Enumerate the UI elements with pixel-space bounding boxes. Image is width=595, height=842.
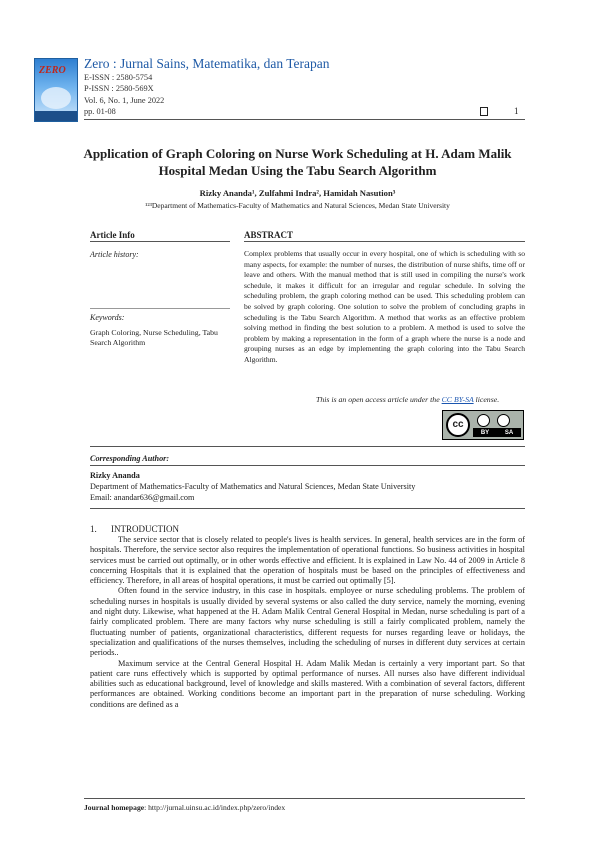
section-title: INTRODUCTION	[111, 524, 179, 534]
open-access-statement	[316, 395, 499, 404]
badge-by-label: BY	[480, 429, 490, 436]
corresponding-rule	[90, 465, 525, 466]
keywords-label: Keywords:	[90, 313, 125, 322]
attribution-icon	[477, 414, 490, 427]
corresponding-bottom-rule	[90, 508, 525, 509]
eissn: E-ISSN : 2580-5754	[84, 73, 153, 82]
cover-band	[35, 111, 77, 121]
abstract-text: Complex problems that usually occur in every hospital, one of which is scheduling with so many aspects, for example: the number of nurses, the distribution of nurse shifts, time off or leave and others. With the manual method that is still used in compiling the nurse's work schedule, it makes it difficult for an irregular and regular schedule. In solving the scheduling problem, the graph coloring method can be used. This scheduling problem can be solved by graph coloring. One solution to solve the problem of concluding graphs in scheduling is the Tabu Search Algorithm. A method that works as an effective problem solving method in finding the best solution to a problem. A method is used to solve the problem by making a representation in the form of a graph where the nurse is a node and grouping nurses as an edge by implementing the graph coloring into the Tabu Search Algorithm.	[244, 249, 525, 364]
info-rule-right	[244, 241, 525, 242]
cover-logo-text: ZERO	[39, 65, 66, 76]
badge-sa-label: SA	[504, 429, 514, 436]
article-title-line-2: Hospital Medan Using the Tabu Search Algorithm	[158, 163, 437, 178]
section-number: 1.	[90, 524, 97, 534]
share-alike-icon	[497, 414, 510, 427]
homepage-url[interactable]: : http://jurnal.uinsu.ac.id/index.php/zero/index	[144, 803, 286, 812]
history-divider	[90, 308, 230, 309]
introduction-body	[90, 535, 525, 710]
article-title	[60, 145, 535, 179]
paragraph: Often found in the service industry, in this case in hospitals. employee or nurse scheduling problems. The problem of scheduling nurses in hospitals is usually divided by several systems or also called the duty service, namely the morning, evening and night duty. Likewise, what happened at the H. Adam Malik Central General Hospital in Medan, nurse scheduling is part of a fairly complicated problem. There are many factors why nurse scheduling is still a fairly complicated problem, namely the fluctuating number of patients, organizational characteristics, different requests for nurses regarding leave or holidays, the specialization and qualifications of the nurses themselves, including the scheduling of nurses in different duty services at certain periods..	[90, 586, 525, 658]
paragraph: Maximum service at the Central General Hospital H. Adam Malik Medan is certainly a very important part. So that patient care runs effectively which is supported by optimal performance of nurses. All nurses also have different individual abilities such as educational background, level of knowledge and skills mastered. With a combination of several factors, different performances are obtained. Working conditions become an important part in the preparation of nurse scheduling. Working conditions are defined as a	[90, 658, 525, 709]
journal-cover-image	[34, 58, 78, 122]
corresponding-email: Email: anandar636@gmail.com	[90, 493, 195, 502]
section-heading	[90, 524, 179, 534]
paragraph: The service sector that is closely related to people's lives is health services. In general, health services are in the form of hospitals. Therefore, the service sector also requires the implementation of operational functions. So business activities in hospital services must be carried out optimally, or in other words effective and efficient. It is explained in Law No. 44 of 2009 in Article 8 concerning Hospitals that it is explained that the operation of hospitals must be based on the principles of effectiveness and efficiency. Therefore, in all areas of hospital operations, it must be carried out optimally [5].	[90, 535, 525, 586]
info-rule-left	[90, 241, 230, 242]
homepage-label: Journal homepage	[84, 803, 145, 812]
info-bottom-rule	[90, 446, 525, 447]
footer-rule	[84, 798, 525, 799]
volume-info: Vol. 6, No. 1, June 2022	[84, 96, 165, 105]
badge-strip	[473, 428, 521, 437]
journal-homepage	[84, 803, 285, 812]
corresponding-department: Department of Mathematics-Faculty of Mathematics and Natural Sciences, Medan State University	[90, 482, 416, 491]
journal-title: Zero : Jurnal Sains, Matematika, dan Terapan	[84, 56, 330, 71]
page-number: 1	[514, 106, 519, 116]
article-info-heading: Article Info	[90, 230, 135, 240]
affiliation: ¹²³Department of Mathematics-Faculty of Mathematics and Natural Sciences, Medan State University	[145, 201, 450, 210]
document-icon	[480, 107, 488, 116]
keywords: Graph Coloring, Nurse Scheduling, Tabu Search Algorithm	[90, 328, 218, 347]
article-history-label: Article history:	[90, 250, 139, 259]
corresponding-author-label: Corresponding Author:	[90, 454, 170, 463]
article-title-line-1: Application of Graph Coloring on Nurse Work Scheduling at H. Adam Malik	[83, 146, 512, 161]
cover-graphic	[41, 87, 71, 109]
cc-icon: cc	[446, 413, 470, 437]
pissn: P-ISSN : 2580-569X	[84, 84, 154, 93]
header-rule	[84, 119, 525, 120]
abstract-heading: ABSTRACT	[244, 230, 294, 240]
license-link[interactable]: CC BY-SA	[441, 395, 474, 404]
authors: Rizky Ananda¹, Zulfahmi Indra², Hamidah Nasution³	[199, 188, 396, 198]
open-access-suffix: license.	[473, 395, 500, 404]
page-range: pp. 01-08	[84, 107, 116, 116]
open-access-prefix: This is an open access article under the	[316, 395, 442, 404]
corresponding-name: Rizky Ananda	[90, 471, 140, 480]
cc-by-sa-badge[interactable]	[442, 410, 524, 440]
